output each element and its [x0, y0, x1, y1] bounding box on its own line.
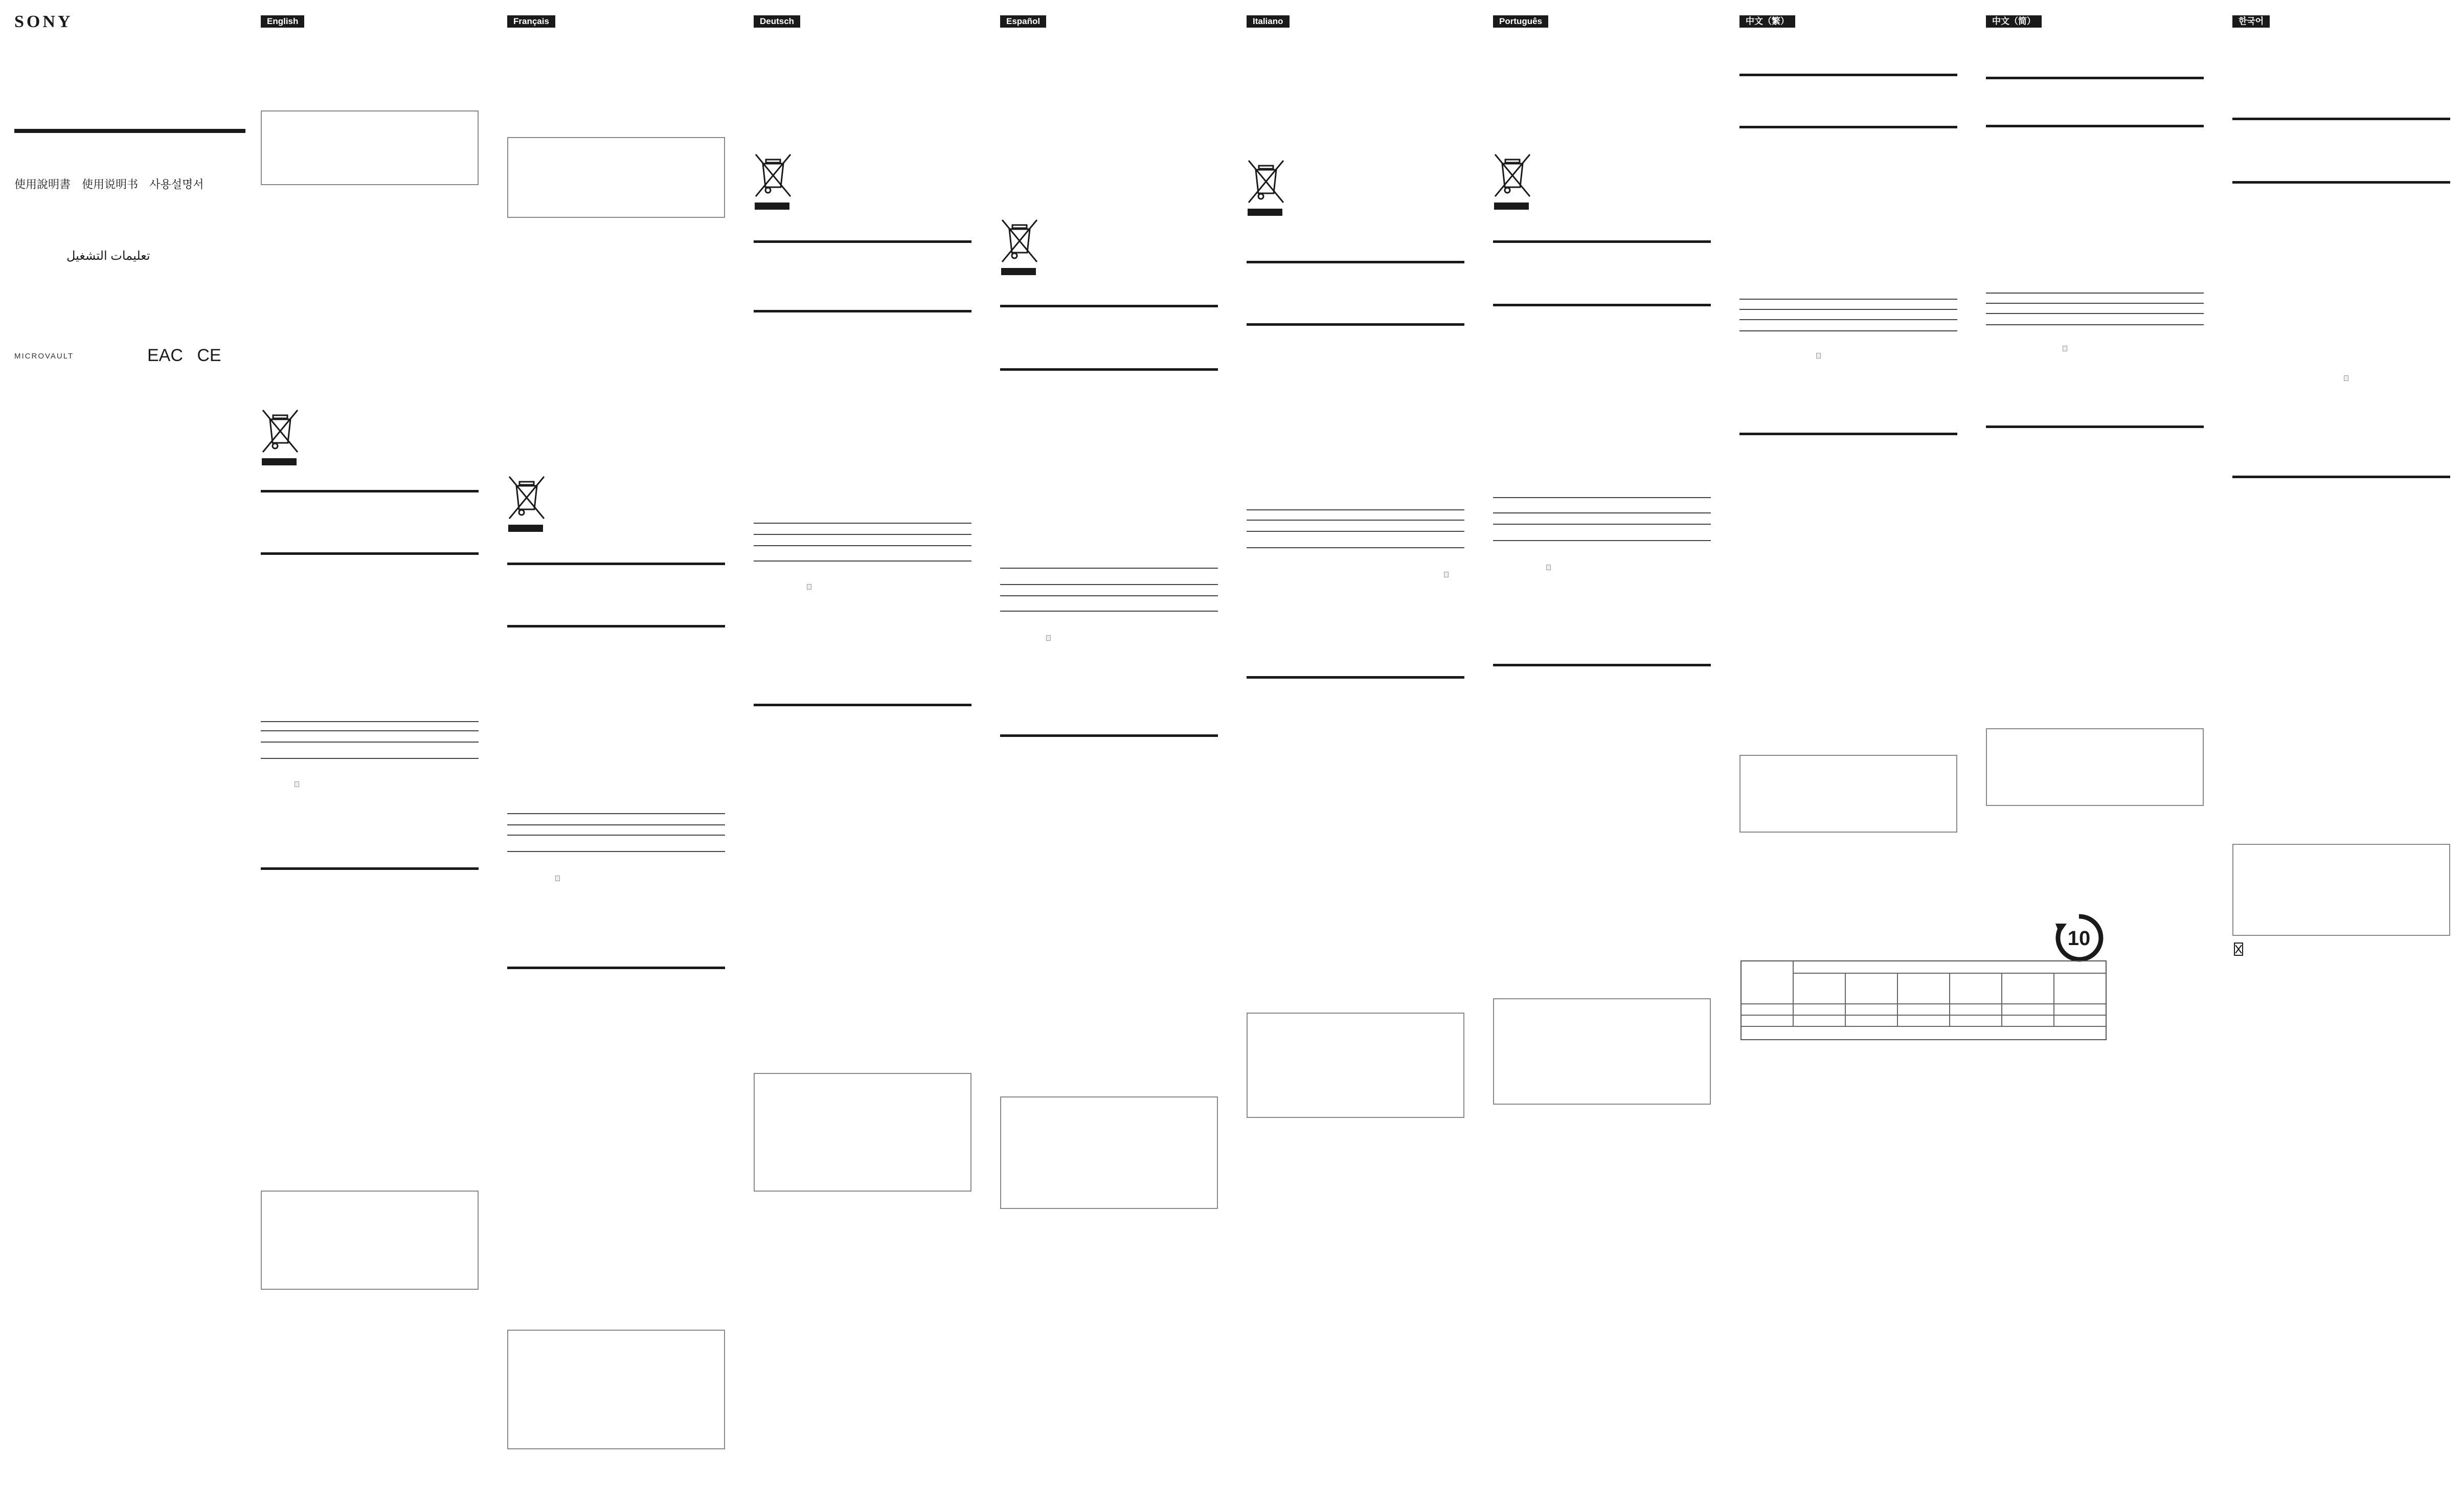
table-line: [1949, 973, 1950, 1026]
section-divider: [1247, 261, 1464, 263]
small-symbol-icon: [295, 781, 299, 787]
notice-box: [1986, 728, 2204, 806]
notice-box: [754, 1073, 971, 1192]
cover-title-korean: 사용설명서: [149, 178, 204, 191]
section-divider: [1000, 734, 1218, 737]
small-symbol-icon: [555, 876, 560, 881]
section-divider: [507, 967, 725, 969]
table-line: [1493, 512, 1711, 513]
table-line: [754, 545, 971, 546]
lang-tag-italian: Italiano: [1247, 15, 1290, 28]
crossed-out-wheeled-bin-icon: [261, 409, 300, 466]
ce-mark: CE: [197, 346, 221, 365]
lang-tag-traditional-chinese: 中文（繁）: [1739, 15, 1795, 28]
table-line: [1986, 313, 2204, 314]
table-line: [1986, 324, 2204, 325]
cover-divider: [14, 129, 245, 133]
table-line: [754, 561, 971, 562]
cover-title-traditional-chinese: 使用說明書: [14, 178, 71, 191]
lang-tag-korean: 한국어: [2232, 15, 2270, 28]
notice-box: [1247, 1013, 1464, 1118]
section-divider: [1739, 126, 1957, 128]
table-line: [1247, 547, 1464, 548]
cover-title-arabic: تعليمات التشغيل: [66, 249, 150, 263]
lang-tag-portuguese: Português: [1493, 15, 1548, 28]
notice-box: [1000, 1096, 1218, 1209]
table-line: [754, 534, 971, 535]
section-divider: [261, 867, 479, 870]
table-line: [1493, 524, 1711, 525]
section-divider: [1493, 240, 1711, 243]
notice-box: [2232, 844, 2450, 936]
table-line: [1793, 961, 1794, 1026]
small-symbol-icon: [2344, 375, 2348, 381]
table-line: [2001, 973, 2002, 1026]
section-divider: [1986, 425, 2204, 428]
section-divider: [1739, 433, 1957, 435]
table-line: [1739, 330, 1957, 331]
table-line: [1986, 293, 2204, 294]
notice-box: [261, 1191, 479, 1290]
table-line: [1897, 973, 1898, 1026]
use-period-value: 10: [2067, 927, 2091, 950]
lang-tag-english: English: [261, 15, 304, 28]
table-line: [1247, 520, 1464, 521]
section-divider: [261, 490, 479, 492]
table-line: [1000, 611, 1218, 612]
table-line: [1000, 584, 1218, 585]
lang-tag-spanish: Español: [1000, 15, 1046, 28]
section-divider: [1247, 676, 1464, 679]
cover-title: [14, 176, 212, 192]
table-line: [1739, 299, 1957, 300]
table-line: [507, 824, 725, 825]
small-symbol-icon: [1444, 572, 1449, 577]
small-symbol-icon: [807, 584, 811, 590]
section-divider: [1247, 323, 1464, 326]
notice-box: [507, 1330, 725, 1449]
table-line: [1739, 319, 1957, 320]
microvault-logo: MICROVAULT: [14, 352, 74, 361]
table-line: [1000, 595, 1218, 596]
environment-protection-use-period-icon: [2053, 912, 2105, 963]
lang-tag-simplified-chinese: 中文（简）: [1986, 15, 2042, 28]
notice-box: [1739, 755, 1957, 833]
section-divider: [507, 625, 725, 627]
sony-logo: SONY: [14, 12, 73, 31]
kc-mark-icon: [2233, 942, 2244, 956]
notice-box: [507, 137, 725, 218]
section-divider: [1986, 77, 2204, 79]
section-divider: [507, 563, 725, 565]
table-line: [1247, 531, 1464, 532]
table-line: [1247, 509, 1464, 510]
crossed-out-wheeled-bin-icon: [507, 476, 546, 533]
section-divider: [754, 704, 971, 706]
lang-tag-german: Deutsch: [754, 15, 800, 28]
section-divider: [1493, 304, 1711, 306]
section-divider: [754, 240, 971, 243]
table-line: [261, 758, 479, 759]
section-divider: [1739, 74, 1957, 76]
table-line: [1739, 309, 1957, 310]
section-divider: [2232, 181, 2450, 184]
section-divider: [754, 310, 971, 312]
table-line: [1493, 497, 1711, 498]
table-line: [507, 851, 725, 852]
table-line: [1845, 973, 1846, 1026]
table-line: [261, 730, 479, 731]
substances-table: [1740, 960, 2107, 1040]
table-line: [261, 721, 479, 722]
table-line: [1493, 540, 1711, 541]
notice-box: [261, 110, 479, 185]
table-line: [507, 813, 725, 814]
crossed-out-wheeled-bin-icon: [1247, 160, 1285, 217]
small-symbol-icon: [2063, 346, 2067, 351]
cover-title-simplified-chinese: 使用说明书: [82, 178, 139, 191]
small-symbol-icon: [1046, 635, 1051, 641]
section-divider: [2232, 118, 2450, 120]
table-line: [754, 523, 971, 524]
section-divider: [1000, 305, 1218, 307]
small-symbol-icon: [1816, 353, 1821, 358]
notice-box: [1493, 998, 1711, 1105]
table-line: [1742, 1026, 2106, 1027]
table-line: [1742, 1015, 2106, 1016]
crossed-out-wheeled-bin-icon: [1000, 219, 1039, 276]
table-line: [1742, 1003, 2106, 1004]
table-line: [507, 835, 725, 836]
table-line: [2053, 973, 2054, 1026]
table-line: [261, 742, 479, 743]
small-symbol-icon: [1546, 565, 1551, 570]
certification-marks: [147, 346, 231, 366]
section-divider: [2232, 476, 2450, 478]
crossed-out-wheeled-bin-icon: [754, 153, 793, 211]
section-divider: [1986, 125, 2204, 127]
crossed-out-wheeled-bin-icon: [1493, 153, 1532, 211]
eac-mark: EAC: [147, 346, 183, 365]
table-line: [1000, 568, 1218, 569]
section-divider: [1000, 368, 1218, 371]
section-divider: [261, 552, 479, 555]
lang-tag-french: Français: [507, 15, 555, 28]
section-divider: [1493, 664, 1711, 666]
table-line: [1986, 303, 2204, 304]
